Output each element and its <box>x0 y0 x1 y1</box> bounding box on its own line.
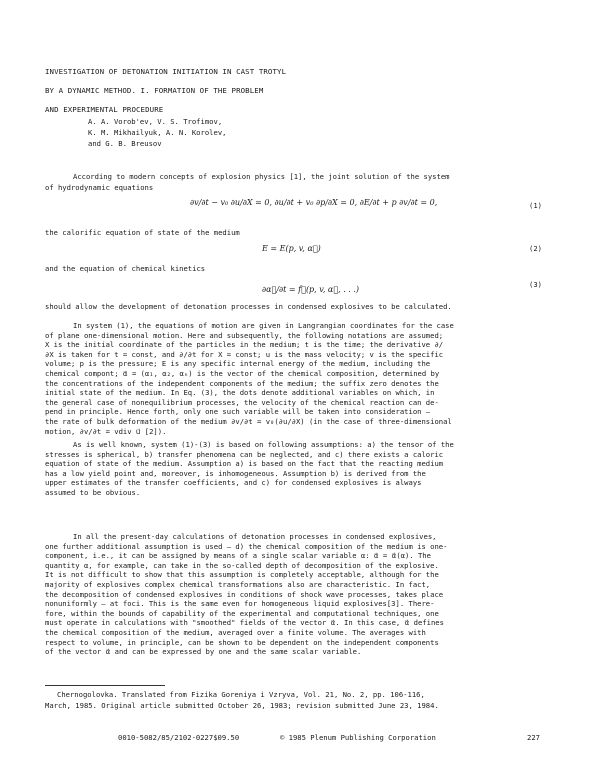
kinetics-text <box>45 264 549 274</box>
title-line-3: AND EXPERIMENTAL PROCEDURE <box>45 105 164 114</box>
present-line-8: nonuniformly — at foci. This is the same even for homogeneous liquid explosives[3]. There- <box>45 599 435 609</box>
system-line-3: X is the initial coordinate of the particles in the medium; t is the time; the derivative ∂/ <box>45 340 444 350</box>
caloric-line: the calorific equation of state of the medium <box>45 228 240 237</box>
system-line-11: the rate of bulk deformation of the medium ∂v/∂t = v₀(∂u/∂X) (in the case of three-dimensional <box>45 416 452 426</box>
present-line-12: respect to volume, in principle, can be shown to be dependent on the independent components <box>45 637 439 647</box>
system-line-5: volume; p is the pressure; E is any specific internal energy of the medium, including the <box>45 359 431 369</box>
title-line-1: INVESTIGATION OF DETONATION INITIATION IN CAST TROTYL <box>45 67 287 76</box>
known-line-3: equation of state of the medium. Assumption a) is based on the fact that the reacting medium <box>45 459 444 469</box>
system-line-9: the general case of nonequilibrium processes, the velocity of the chemical reaction can de- <box>45 397 439 407</box>
system-line-10: pend in principle. Hence forth, only one such variable will be taken into consideration — <box>45 407 431 417</box>
system-line-1: In system (1), the equations of motion are given in Langrangian coordinates for the case <box>73 321 454 330</box>
known-line-6: assumed to be obvious. <box>45 487 141 497</box>
intro-line-1: According to modern concepts of explosion physics [1], the joint solution of the system <box>73 172 450 181</box>
title-line-2: BY A DYNAMIC METHOD. I. FORMATION OF THE PROBLEM <box>45 86 264 95</box>
known-paragraph <box>45 440 549 498</box>
known-line-4: has a low yield point and, moreover, is inhomogeneous. Assumption b) is derived from the <box>45 468 426 478</box>
equation-2-number: (2) <box>529 244 542 253</box>
page-number: 227 <box>527 733 540 742</box>
footnote-line-1: Chernogolovka. Translated from Fizika Goreniya i Vzryva, Vol. 21, No. 2, pp. 106-116, <box>57 690 425 699</box>
footnote <box>45 690 555 711</box>
footnote-divider <box>45 685 165 686</box>
present-line-1: In all the present-day calculations of detonation processes in condensed explosives, <box>73 532 437 541</box>
present-line-3: component, i.e., it can be assigned by means of a single scalar variable α: α⃗ = α⃗(α). The <box>45 551 431 561</box>
system-line-4: ∂X is taken for t = const, and ∂/∂t for X = const; u is the mass velocity; v is the specific <box>45 349 444 359</box>
author-list <box>88 116 226 149</box>
present-line-11: the chemical composition of the medium, averaged over a finite volume. The averages with <box>45 627 426 637</box>
intro-line-2: of hydrodynamic equations <box>45 182 154 192</box>
copyright-notice: © 1985 Plenum Publishing Corporation <box>280 733 436 742</box>
allow-line: should allow the development of detonation processes in condensed explosives to be calculated. <box>45 302 452 311</box>
allow-paragraph <box>45 302 549 312</box>
equation-1: ∂v/∂t − v₀ ∂u/∂X = 0, ∂u/∂t + v₀ ∂p/∂X = 0, ∂E/∂t + p ∂v/∂t = 0, <box>190 198 438 207</box>
present-line-5: It is not difficult to show that this assumption is completely acceptable, although for the <box>45 570 439 580</box>
journal-code: 0010-5082/85/2102-0227$09.50 <box>118 733 240 742</box>
kinetics-line: and the equation of chemical kinetics <box>45 264 206 273</box>
author-line-2: K. M. Mikhailyuk, A. N. Korolev, <box>88 128 227 137</box>
present-paragraph <box>45 532 549 657</box>
present-line-13: of the vector α⃗ and can be expressed by one and the same scalar variable. <box>45 647 362 657</box>
article-title <box>45 62 545 119</box>
author-line-3: and G. B. Breusov <box>88 139 162 148</box>
system-line-12: motion, ∂v/∂t = vdiv u⃗ [2]). <box>45 426 167 436</box>
present-line-7: the decomposition of condensed explosives in conditions of shock wave processes, takes place <box>45 589 444 599</box>
equation-3-number: (3) <box>529 280 542 289</box>
present-line-4: quantity α, for example, can take in the so-called depth of decomposition of the explosive. <box>45 560 439 570</box>
system-line-7: the concentrations of the independent components of the medium; the suffix zero denotes the <box>45 378 439 388</box>
system-paragraph <box>45 321 549 436</box>
known-line-5: upper estimates of the transfer coefficients, and c) for condensed explosives is always <box>45 478 422 488</box>
system-line-2: of plane one-dimensional motion. Here and subsequently, the following notations are assumed; <box>45 330 444 340</box>
footnote-line-2: March, 1985. Original article submitted October 26, 1983; revision submitted June 23, 1984. <box>45 700 439 710</box>
known-line-1: As is well known, system (1)-(3) is based on following assumptions: a) the tensor of the <box>73 440 454 449</box>
system-line-8: initial state of the medium. In Eq. (3), the dots denote additional variables on which, in <box>45 388 435 398</box>
present-line-10: must operate in calculations with "smoothed" fields of the vector α⃗. In this case, α⃗ defines <box>45 618 444 628</box>
author-line-1: A. A. Vorob'ev, V. S. Trofimov, <box>88 117 223 126</box>
present-line-6: majority of explosives complex chemical transformations also are characteristic. In fact, <box>45 579 431 589</box>
equation-2: E = E(p, v, α⃗) <box>262 244 321 253</box>
equation-3: ∂α⃗/∂t = f⃗(p, v, α⃗, . . .) <box>262 285 360 294</box>
system-line-6: chemical compont; α⃗ = (α₁, α₂, αₙ) is the vector of the chemical composition, determined by <box>45 368 440 378</box>
equation-1-number: (1) <box>529 201 542 210</box>
caloric-text <box>45 228 549 238</box>
intro-paragraph <box>45 172 549 193</box>
present-line-2: one further additional assumption is used — d) the chemical composition of the medium is one- <box>45 541 448 551</box>
present-line-9: fore, within the bounds of capability of the experimental and computational techniques, one <box>45 608 439 618</box>
known-line-2: stresses is spherical, b) transfer phenomena can be neglected, and c) there exists a caloric <box>45 449 444 459</box>
